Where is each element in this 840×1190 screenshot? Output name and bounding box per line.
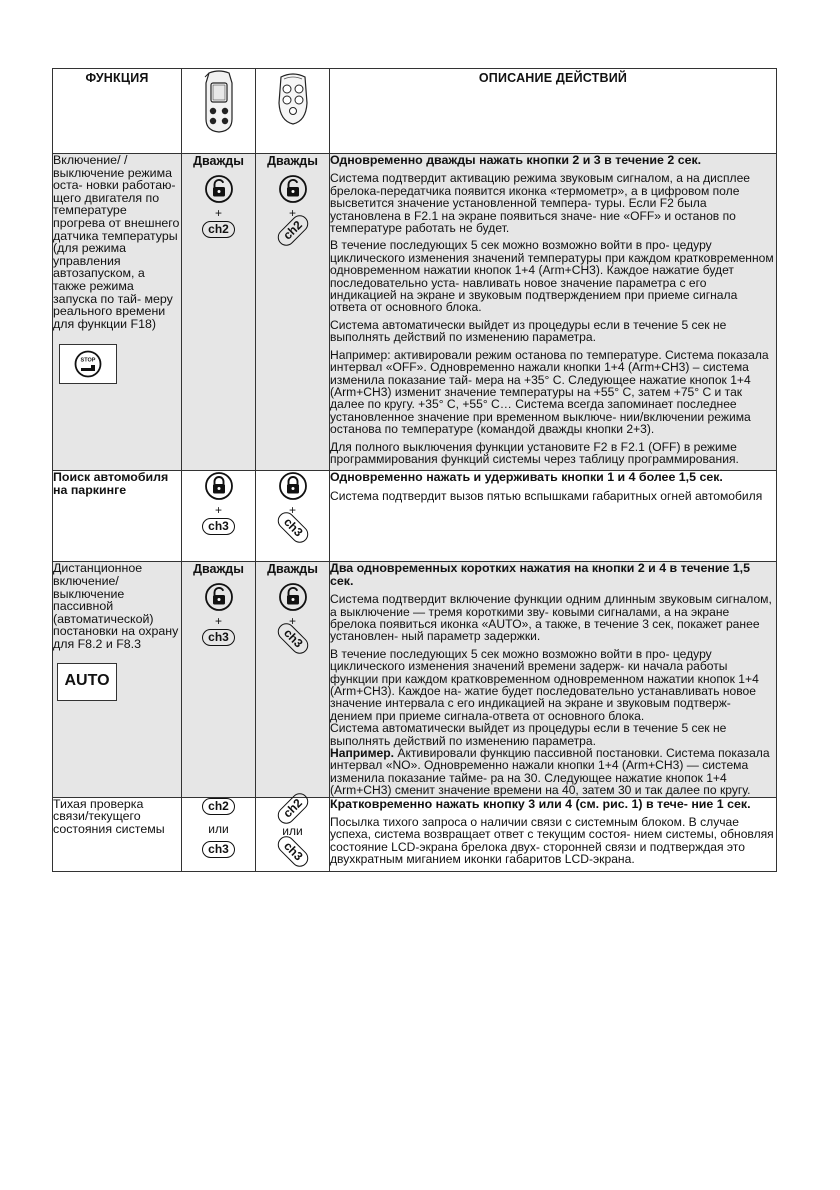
description-lead: Два одновременных коротких нажатия на кнопки 2 и 4 в течение 1,5 сек. (330, 561, 751, 588)
description-paragraph: В течение последующих 5 сек можно возможно войти в про- цедуру циклического изменения значений температуры при каждом кратковременном одновременном нажатии кнопок 1+4 (Arm+CH3). Каждое нажатие будет последовательно уста- навливать новое значение параметра с его индикацией на экране и звуковым подтверждением при приеме сигнала ответа от основного блока. (330, 238, 774, 315)
function-text: Тихая проверка связи/текущего состояния системы (53, 796, 165, 836)
ch3-rotated-button: ch3 (274, 832, 311, 869)
function-header (53, 69, 182, 154)
stop-icon-box (59, 344, 117, 384)
description-lead: Кратковременно нажать кнопку 3 или 4 (см. рис. 1) в тече- ние 1 сек. (330, 796, 751, 811)
description-cell (330, 797, 777, 871)
ch3-button: ch3 (202, 629, 235, 646)
twice-label: Дважды (267, 154, 318, 168)
ch2-rotated-button: ch2 (274, 212, 311, 249)
twice-label: Дважды (193, 562, 244, 577)
function-cell (53, 562, 182, 797)
description-paragraph: Для полного выключения функции установите F2 в F2.1 (OFF) в режиме программирования функций системы через таблицу программирования. (330, 439, 739, 466)
stop-engine-icon (73, 349, 103, 379)
description-cell (330, 562, 777, 797)
remote-lcd-header (182, 69, 256, 154)
twice-label: Дважды (267, 562, 318, 577)
example-label: Например. (330, 746, 395, 761)
table-row (53, 562, 777, 797)
service-remote-buttons (256, 471, 330, 562)
ch3-button: ch3 (202, 841, 235, 858)
description-cell (330, 154, 777, 471)
lcd-remote-buttons (182, 797, 256, 871)
example-text: Активировали функцию пассивной постановки. Система показала интервал «NO». Одновременно нажали кнопки 1+4 (Arm+CH3) — система изменила показание тайме- ра на 30. Следующее нажатие кнопок 1+4 (Arm+CH3) сменит значение времени на 40, затем 30 и так далее по кругу. (330, 746, 770, 798)
lock-button-icon (204, 471, 234, 501)
lcd-remote-icon (201, 69, 237, 135)
function-text: Дистанционное включение/ выключение пассивной (автоматической) постановки на охрану для F8.2 и F8.3 (53, 561, 179, 651)
ch2-button: ch2 (202, 798, 235, 815)
table-row (53, 154, 777, 471)
or-label: или (208, 821, 229, 836)
service-remote-buttons (256, 797, 330, 871)
plus-sign: + (214, 614, 222, 629)
unlock-button-icon (204, 582, 234, 612)
table-row (53, 471, 777, 562)
description-paragraph: Система подтвердит вызов пятью вспышками габаритных огней автомобиля (330, 488, 763, 503)
service-remote-icon (274, 69, 312, 127)
service-remote-buttons (256, 562, 330, 797)
ch2-rotated-button: ch2 (274, 789, 311, 826)
unlock-button-icon (278, 582, 308, 612)
function-text: Включение/ /выключение режима оста- новки работаю- щего двигателя по температуре прогрева от внешнего датчика температуры (для режима управления автозапуском, а также режима запуска по тай- меру реального времени для функции F18) (53, 153, 180, 331)
description-paragraph: Посылка тихого запроса о наличии связи с системным блоком. В случае успеха, система возвращает ответ с текущим состоя- нием системы, обновляя состояние LCD-экрана брелока двух- сторонней связи и подтверждая это двухкратным миганием иконки габаритов LCD-экрана. (330, 815, 774, 867)
description-paragraph: Система подтвердит активацию режима звуковым сигналом, а на дисплее брелока-передатчика появится иконка «термометр», а в цифровом поле высветится значение установленной темпера- туры. Если F2 была установлена в F2.1 на экране появиться значе- ние «OFF» и останов по температуре работать не будет. (330, 171, 751, 236)
description-cell (330, 471, 777, 562)
lcd-remote-buttons (182, 154, 256, 471)
description-header (330, 69, 777, 154)
description-example (330, 747, 776, 797)
auto-icon-box: AUTO (57, 663, 117, 701)
unlock-button-icon (278, 174, 308, 204)
description-header-label: ОПИСАНИЕ ДЕЙСТВИЙ (478, 71, 628, 85)
table-row (53, 797, 777, 871)
function-cell (53, 797, 182, 871)
function-header-label: ФУНКЦИЯ (85, 71, 149, 85)
plus-sign: + (288, 614, 296, 629)
plus-sign: + (288, 503, 296, 518)
description-lead: Одновременно нажать и удерживать кнопки 1 и 4 более 1,5 сек. (330, 470, 723, 485)
description-paragraph: Система автоматически выйдет из процедуры если в течение 5 сек не выполнять действий по изменению параметра. (330, 317, 727, 345)
function-text: Поиск автомобиля на паркинге (53, 470, 169, 497)
plus-sign: + (214, 206, 222, 220)
plus-sign: + (214, 503, 222, 518)
ch3-rotated-button: ch3 (274, 620, 311, 657)
ch2-button: ch2 (202, 221, 235, 238)
ch3-rotated-button: ch3 (274, 509, 311, 546)
function-table (52, 68, 777, 872)
description-paragraph: Система автоматически выйдет из процедуры если в течение 5 сек не выполнять действий по изменению параметра. (330, 721, 727, 748)
ch3-button: ch3 (202, 518, 235, 535)
remote-service-header (256, 69, 330, 154)
description-paragraph: Например: активировали режим останова по температуре. Система показала интервал «OFF». Одновременно нажали кнопки 1+4 (Arm+CH3) – система изменила показание тай- мера на +35° С. Следующее нажатие кнопок 1+4 (Arm+CH3) изменит значение температуры на +55° С, затем +75° С и так далее по кругу. +35° С, +55° С… Система всегда запоминает последнее установленное значение при временном выключе- нии/включении режима останова по температуре (командой дважды кнопки 2+3). (330, 347, 769, 437)
description-lead: Одновременно дважды нажать кнопки 2 и 3 в течение 2 сек. (330, 153, 702, 167)
lcd-remote-buttons (182, 471, 256, 562)
description-paragraph: Система подтвердит включение функции одним длинным звуковым сигналом, а выключение — тремя короткими зву- ковыми сигналами, а на экране брелока появиться иконка «AUTO», а также, в течение 3 сек, покажет ранее установлен- ный параметр задержки. (330, 592, 772, 644)
service-remote-buttons (256, 154, 330, 471)
function-cell (53, 471, 182, 562)
description-paragraph: В течение последующих 5 сек можно возможно войти в про- цедуру циклического изменения значений времени задерж- ки начала работы функции при каждом кратковременном одновременном нажатии кнопок 1+4 (Arm+CH3). Каждое на- жатие будет последовательно устанавливать новое значение интервала с его индикацией на экране и звуковым подтверж- дением при приеме сигнала-ответа от основного блока. (330, 646, 759, 723)
lock-button-icon (278, 471, 308, 501)
unlock-button-icon (204, 174, 234, 204)
description-block (330, 648, 776, 797)
or-label: или (282, 823, 303, 838)
function-cell (53, 154, 182, 471)
table-header (53, 69, 777, 154)
lcd-remote-buttons (182, 562, 256, 797)
plus-sign: + (288, 206, 296, 220)
twice-label: Дважды (193, 154, 244, 168)
stop-label: STOP (80, 357, 96, 364)
